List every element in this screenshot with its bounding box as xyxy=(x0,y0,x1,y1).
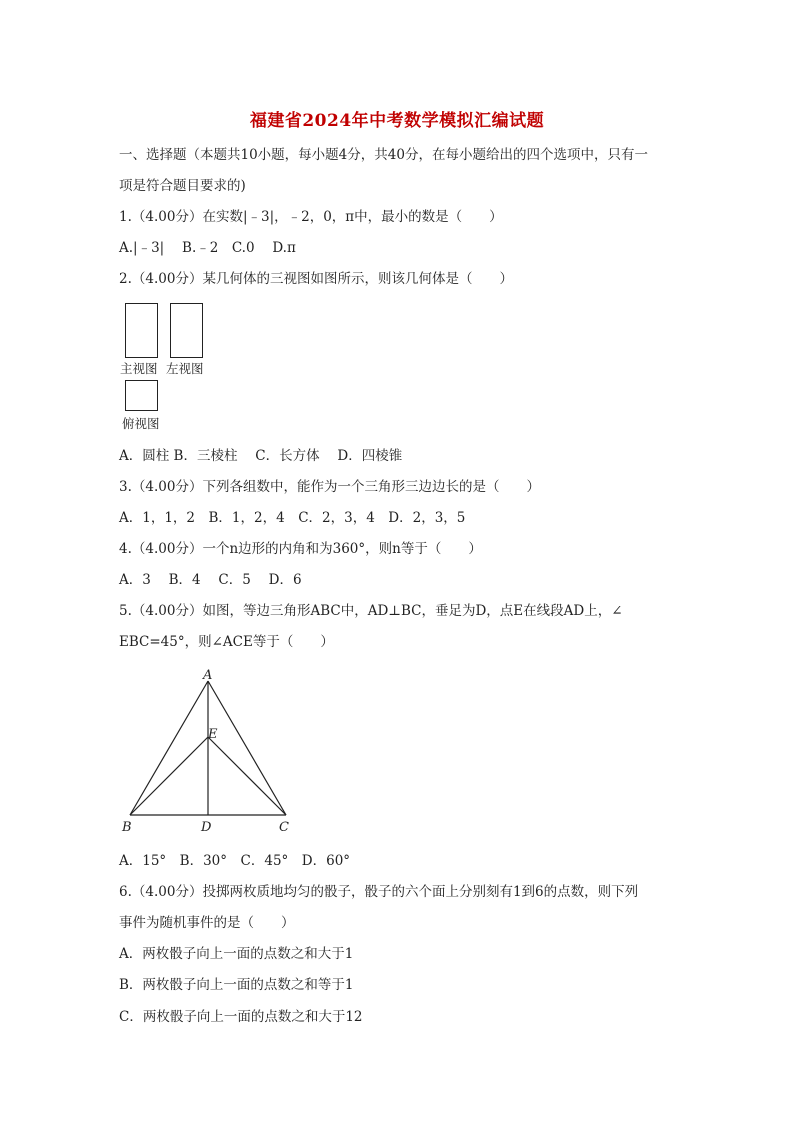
front-view-rectangle xyxy=(125,303,158,358)
question-3-options: A．1，1，2 B．1，2，4 C．2，3，4 D．2，3，5 xyxy=(119,510,466,526)
question-1-stem: 1.（4.00分）在实数|﹣3|，﹣2，0，π中，最小的数是（ ） xyxy=(119,209,503,225)
point-e-label: E xyxy=(208,727,218,742)
left-view-label: 左视图 xyxy=(166,361,204,376)
question-5-options: A．15° B．30° C．45° D．60° xyxy=(119,853,351,869)
question-2-options: A．圆柱 B．三棱柱 C．长方体 D．四棱锥 xyxy=(119,448,403,464)
question-4-options: A．3 B．4 C．5 D．6 xyxy=(119,572,302,588)
question-4-stem: 4.（4.00分）一个n边形的内角和为360°，则n等于（ ） xyxy=(119,541,482,557)
question-6-option-a: A．两枚骰子向上一面的点数之和大于1 xyxy=(119,946,354,962)
question-5-stem-line2: EBC=45°，则∠ACE等于（ ） xyxy=(119,634,334,650)
question-5-stem-line1: 5.（4.00分）如图，等边三角形ABC中，AD⊥BC，垂足为D，点E在线段AD上，∠ xyxy=(119,603,623,619)
top-view-label: 俯视图 xyxy=(122,416,160,431)
question-2-stem: 2.（4.00分）某几何体的三视图如图所示，则该几何体是（ ） xyxy=(119,271,513,287)
question-6-option-c: C．两枚骰子向上一面的点数之和大于12 xyxy=(119,1009,363,1025)
top-view-rectangle xyxy=(125,380,158,411)
front-view-label: 主视图 xyxy=(120,361,158,376)
section-heading-line2: 项是符合题目要求的) xyxy=(119,178,246,194)
question-1-options: A.|﹣3| B.﹣2 C.0 D.π xyxy=(119,240,296,256)
section-heading-line1: 一、选择题（本题共10小题，每小题4分，共40分，在每小题给出的四个选项中，只有一 xyxy=(119,147,648,163)
question-6-stem-line1: 6.（4.00分）投掷两枚质地均匀的骰子，骰子的六个面上分别刻有1到6的点数，则下列 xyxy=(119,884,639,900)
triangle-figure xyxy=(115,664,305,839)
question-6-stem-line2: 事件为随机事件的是（ ） xyxy=(119,915,295,931)
left-view-rectangle xyxy=(170,303,203,358)
point-b-label: B xyxy=(122,820,132,835)
point-d-label: D xyxy=(201,820,212,835)
point-c-label: C xyxy=(279,820,289,835)
point-a-label: A xyxy=(203,668,213,683)
question-3-stem: 3.（4.00分）下列各组数中，能作为一个三角形三边边长的是（ ） xyxy=(119,479,540,495)
question-6-option-b: B．两枚骰子向上一面的点数之和等于1 xyxy=(119,977,354,993)
page-title: 福建省2024年中考数学模拟汇编试题 xyxy=(249,111,545,131)
